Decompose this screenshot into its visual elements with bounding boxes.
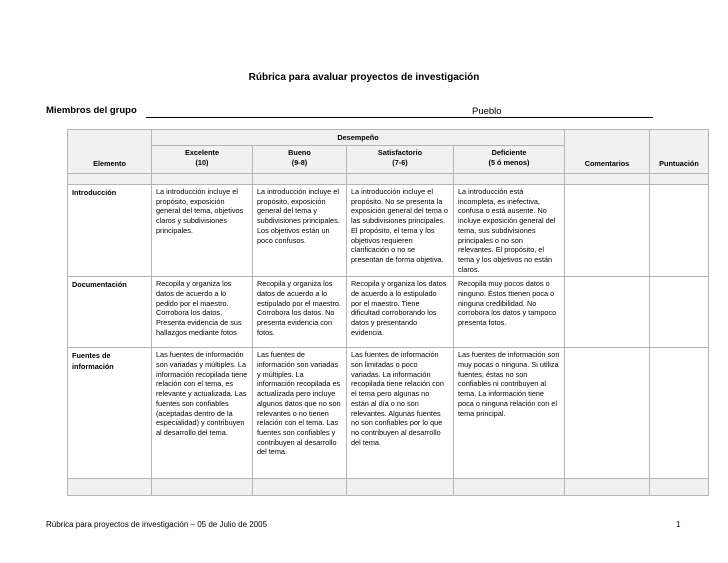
comments-cell[interactable]	[565, 277, 650, 348]
criterion-cell: Las fuentes de información son limitadas o poco variadas. La información recopilada tiene relación con el tema pero algunas no están al día o no son relevantes. Algunas fuentes no son confiables por lo que no contribuyen al desarrollo del tema.	[347, 348, 454, 479]
town-label: Pueblo	[472, 106, 502, 117]
criterion-cell: La introducción incluye el propósito, exposición general del tema y subdivisiones principales. Los objetivos están un poco confusos.	[253, 185, 347, 277]
criterion-cell: La introducción incluye el propósito, exposición general del tema, objetivos claros y subdivisiones principales.	[152, 185, 253, 277]
table-row	[68, 277, 709, 348]
members-fill-line	[146, 117, 653, 118]
criterion-cell: Recopila y organiza los datos de acuerdo a lo estipulado por el maestro. Tiene dificultad corroborando los datos y presentando evidencia.	[347, 277, 454, 348]
score-cell[interactable]	[650, 277, 709, 348]
score-header: Puntuación	[650, 130, 709, 174]
row-label-documentacion: Documentación	[68, 277, 152, 348]
criterion-cell: Recopila muy pocos datos o ninguno. Éstos ttienen poca o ninguna credibilidad. No corrobora los datos y tampoco presenta fotos.	[454, 277, 565, 348]
score-cell[interactable]	[650, 348, 709, 479]
level-name: Deficiente	[491, 148, 527, 157]
comments-cell[interactable]	[565, 348, 650, 479]
performance-header: Desempeño	[152, 130, 565, 146]
level-points: (7-6)	[392, 158, 408, 167]
rubric-table	[67, 129, 709, 496]
footer-text: Rúbrica para proyectos de investigación – 05 de Julio de 2005	[46, 520, 268, 529]
level-points: (10)	[195, 158, 209, 167]
row-label-fuentes: Fuentes de información	[68, 348, 152, 479]
level-header-excelente	[152, 146, 253, 174]
level-name: Excelente	[184, 148, 220, 157]
comments-cell[interactable]	[565, 185, 650, 277]
level-header-satisfactorio	[347, 146, 454, 174]
criterion-cell: Las fuentes de información son muy pocas o ninguna. Si utiliza fuentes, éstas no son confiables ni contribuyen al tema. La información tiene poca o ninguna relación con el tema principal.	[454, 348, 565, 479]
criterion-cell: Recopila y organiza los datos de acuerdo a lo pedido por el maestro. Corrobora los datos. Presenta evidencia de sus hallazgos mediante fotos	[152, 277, 253, 348]
score-cell[interactable]	[650, 185, 709, 277]
criterion-cell: Las fuentes de información son variadas y múltiples. La información recopilada es actualizada pero incluye algunos datos que no son relevantes o no tienen relación con el tema. Las fuentes son confiables y contribuyen al desarrollo del tema.	[253, 348, 347, 479]
table-row	[68, 348, 709, 479]
level-points: (5 ó menos)	[488, 158, 530, 167]
row-label-introduccion: Introducción	[68, 185, 152, 277]
level-header-bueno	[253, 146, 347, 174]
document-title: Rúbrica para avaluar proyectos de investigación	[248, 72, 480, 83]
element-header: Elemento	[68, 130, 152, 174]
members-label: Miembros del grupo	[46, 105, 137, 116]
criterion-cell: Las fuentes de información son variadas y múltiples. La información recopilada tiene relación con el tema, es relevante y actualizada. Las fuentes son confiables (aceptadas dentro de la especialidad) y contribuyen al desarrollo del tema.	[152, 348, 253, 479]
comments-header: Comentarios	[565, 130, 650, 174]
criterion-cell: La introducción incluye el propósito. No se presenta la exposición general del tema o las subdivisiones principales. El propósito, el tema y los objetivos requieren clarificación o no se presentan de forma objetiva.	[347, 185, 454, 277]
criterion-cell: Recopila y organiza los datos de acuerdo a lo estipulado por el maestro. Corrobora los datos. No presenta evidencia con fotos.	[253, 277, 347, 348]
page-number: 1	[676, 520, 681, 529]
level-name: Bueno	[288, 148, 311, 157]
criterion-cell: La introducción está incompleta, es inefectiva, confusa o está ausente. No incluye exposición general del tema, sus subdivisiones principales o no son relevantes. El propósito, el tema y los objetivos no están claros.	[454, 185, 565, 277]
footer-spacer-row	[68, 479, 709, 496]
table-row	[68, 185, 709, 277]
header-spacer-row	[68, 174, 709, 185]
level-name: Satisfactorio	[377, 148, 423, 157]
level-header-deficiente	[454, 146, 565, 174]
level-points: (9-8)	[291, 158, 308, 167]
